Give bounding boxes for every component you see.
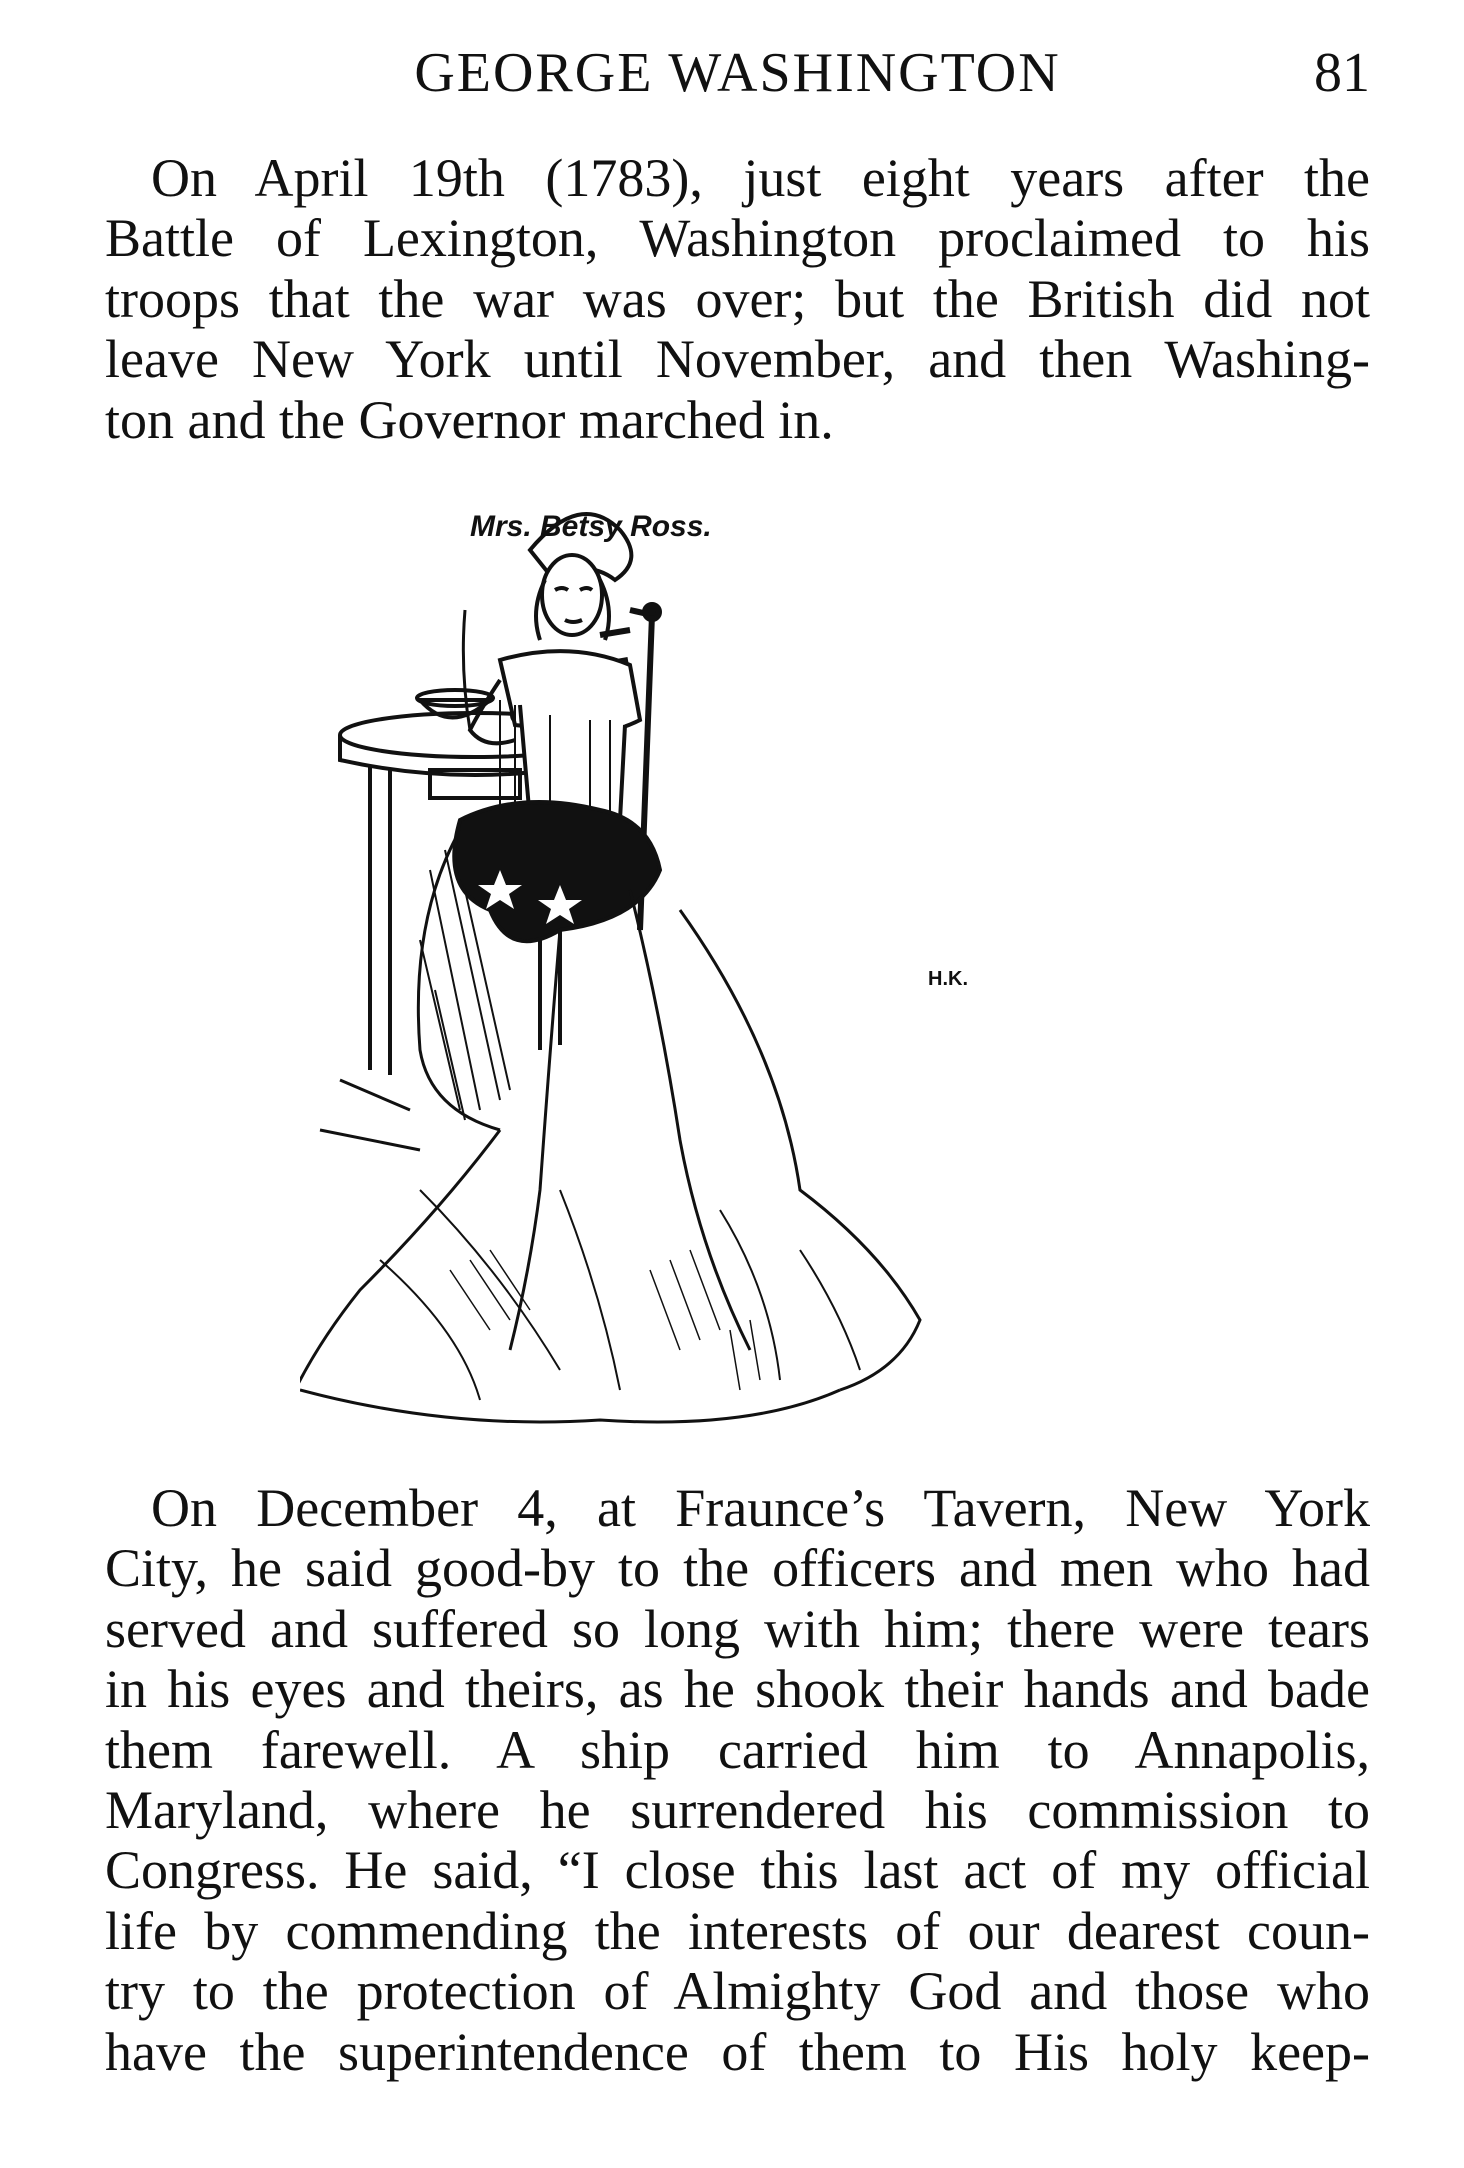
- paragraph-1: [105, 148, 1370, 450]
- text-line: them farewell. A ship carried him to Annapolis,: [105, 1719, 1370, 1780]
- text-line: served and suffered so long with him; there were tears: [105, 1598, 1370, 1659]
- flag-canton: [454, 802, 660, 941]
- paragraph-2: [105, 1478, 1370, 2082]
- text-line: leave New York until November, and then Washing-: [105, 329, 1370, 390]
- illustration-caption: Mrs. Betsy Ross.: [470, 510, 712, 543]
- text-line: try to the protection of Almighty God and those who: [105, 1961, 1370, 2022]
- running-title: GEORGE WASHINGTON: [414, 42, 1061, 104]
- text-line: Battle of Lexington, Washington proclaimed to his: [105, 208, 1370, 269]
- flag-stripes: [300, 890, 920, 1422]
- text-line: City, he said good-by to the officers and men who had: [105, 1538, 1370, 1599]
- illustration-drawing: [300, 490, 1160, 1450]
- betsy-ross-illustration: [300, 490, 1160, 1450]
- text-line: On April 19th (1783), just eight years after the: [151, 148, 1370, 208]
- running-head: [105, 38, 1370, 108]
- text-line: troops that the war was over; but the British did not: [105, 268, 1370, 329]
- text-line: in his eyes and theirs, as he shook their hands and bade: [105, 1659, 1370, 1720]
- text-line: have the superintendence of them to His holy keep-: [105, 2021, 1370, 2082]
- text-line: Congress. He said, “I close this last act of my official: [105, 1840, 1370, 1901]
- text-line: On December 4, at Fraunce’s Tavern, New York: [151, 1478, 1370, 1538]
- artist-signature: H.K.: [928, 968, 968, 990]
- text-line: Maryland, where he surrendered his commission to: [105, 1779, 1370, 1840]
- text-line: ton and the Governor marched in.: [105, 389, 834, 450]
- page-number: 81: [1314, 42, 1370, 104]
- text-line: life by commending the interests of our dearest coun-: [105, 1900, 1370, 1961]
